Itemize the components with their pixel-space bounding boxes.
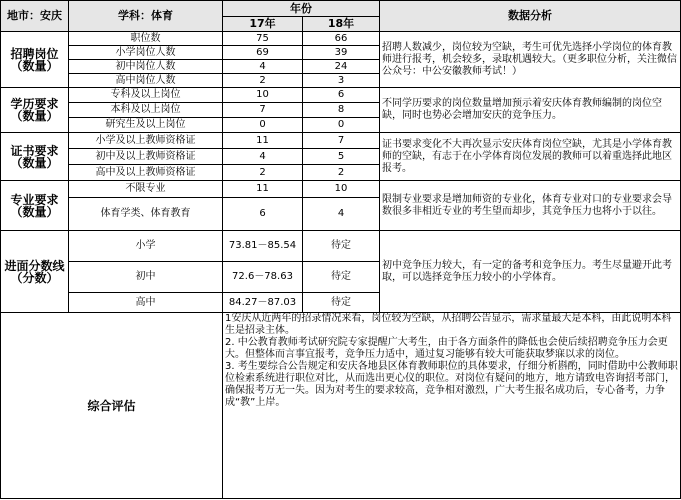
summary-paragraph-3: 3. 考生要综合公告规定和安庆各地县区体育教师职位的具体要求，仔细分析斟酌，同时借助中公教师职位检索系统进行职位对比，从而选出更心仪的职位。对岗位有疑问的地方，地方请致电咨询招考部门，确保报考万无一失。因为对考生的要求较高，竞争相对激烈，广大考生报名成功后，专心备考，力争成“教”上岸。 [225,361,678,408]
value-17: 6 [223,198,303,231]
table-row [1,88,681,103]
table-row [1,181,681,198]
value-17: 0 [223,118,303,133]
recruit-category: 招聘岗位 （数量） [1,32,69,88]
value-18: 39 [303,46,380,60]
row-label: 初中及以上教师资格证 [69,149,223,165]
value-17: 72.6－78.63 [223,262,303,293]
value-18: 66 [303,32,380,46]
summary-title: 综合评估 [1,313,223,499]
value-17: 2 [223,74,303,88]
year-group-header: 年份 [223,1,380,17]
summary-text [223,313,681,499]
row-label: 研究生及以上岗位 [69,118,223,133]
region-header: 地市：安庆 [1,1,69,32]
value-17: 84.27－87.03 [223,293,303,313]
value-17: 11 [223,133,303,149]
analysis-header: 数据分析 [380,1,681,32]
row-label: 高中岗位人数 [69,74,223,88]
certificate-category: 证书要求 （数量） [1,133,69,181]
value-18: 6 [303,88,380,103]
value-18: 待定 [303,231,380,262]
value-18: 10 [303,181,380,198]
score-analysis: 初中竞争压力较大，有一定的备考和竞争压力。考生尽量避开此考取，可以选择竞争压力较小的小学体育。 [380,231,681,313]
year-18-header: 18年 [303,17,380,32]
row-label: 小学 [69,231,223,262]
table-row [1,133,681,149]
value-17: 7 [223,103,303,118]
value-18: 5 [303,149,380,165]
value-18: 待定 [303,293,380,313]
row-label: 初中 [69,262,223,293]
row-label: 高中 [69,293,223,313]
row-label: 专科及以上岗位 [69,88,223,103]
value-18: 4 [303,198,380,231]
header-row-1 [1,1,681,17]
major-category: 专业要求 （数量） [1,181,69,231]
value-18: 待定 [303,262,380,293]
row-label: 本科及以上岗位 [69,103,223,118]
value-17: 75 [223,32,303,46]
summary-paragraph-1: 1安庆从近两年的招录情况来看，岗位较为空缺，从招聘公告显示，需求量最大是本科，由此说明本科生是招录主体。 [225,313,672,336]
value-18: 8 [303,103,380,118]
value-18: 0 [303,118,380,133]
row-label: 小学及以上教师资格证 [69,133,223,149]
major-analysis: 限制专业要求是增加师资的专业化，体育专业对口的专业要求会导数很多非相近专业的考生望而却步，其竞争压力也将小于以往。 [380,181,681,231]
value-17: 69 [223,46,303,60]
education-category: 学历要求 （数量） [1,88,69,133]
row-label: 初中岗位人数 [69,60,223,74]
subject-header: 学科：体育 [69,1,223,32]
row-label: 体育学类、体育教育 [69,198,223,231]
value-18: 24 [303,60,380,74]
education-analysis: 不同学历要求的岗位数量增加预示着安庆体育教师编制的岗位空缺，同时也势必会增加安庆的竞争压力。 [380,88,681,133]
row-label: 高中及以上教师资格证 [69,165,223,181]
table-row [1,32,681,46]
summary-row [1,313,681,499]
score-category: 进面分数线 （分数） [1,231,69,313]
summary-paragraph-2: 2. 中公教育教师考试研究院专家提醒广大考生，由于各方面条件的降低也会使后续招聘竞争压力会更大。但整体而言事宜报考，竞争压力适中，通过复习能够有较大可能获取梦寐以求的岗位。 [225,337,668,360]
certificate-analysis: 证书要求变化不大再次显示安庆体育岗位空缺，尤其是小学体育教师的空缺，有志于在小学体育岗位发展的教师可以着重选择此地区报考。 [380,133,681,181]
recruit-analysis: 招聘人数减少，岗位较为空缺，考生可优先选择小学岗位的体育教师进行报考，机会较多，录取机遇较大。（更多职位分析，关注微信公众号：中公安徽教师考试！） [380,32,681,88]
value-18: 7 [303,133,380,149]
value-17: 11 [223,181,303,198]
value-18: 3 [303,74,380,88]
table-row [1,231,681,262]
value-17: 2 [223,165,303,181]
row-label: 职位数 [69,32,223,46]
value-17: 10 [223,88,303,103]
value-18: 2 [303,165,380,181]
value-17: 4 [223,60,303,74]
row-label: 不限专业 [69,181,223,198]
row-label: 小学岗位人数 [69,46,223,60]
value-17: 4 [223,149,303,165]
year-17-header: 17年 [223,17,303,32]
value-17: 73.81－85.54 [223,231,303,262]
